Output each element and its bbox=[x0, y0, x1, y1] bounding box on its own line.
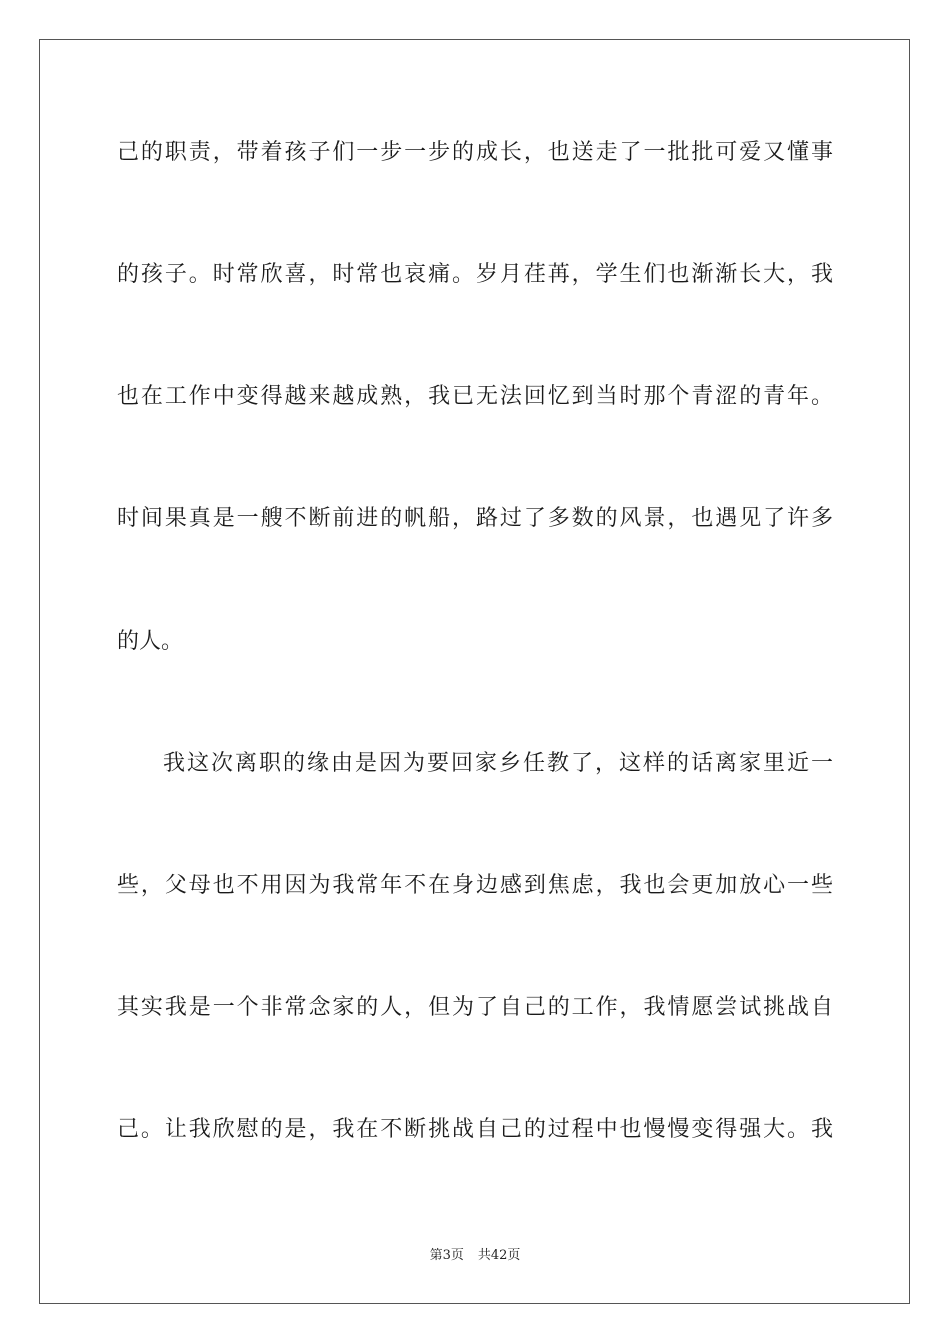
paragraph-line-3: 也在工作中变得越来越成熟，我已无法回忆到当时那个青涩的青年。 bbox=[117, 384, 833, 409]
page-total: 共42页 bbox=[477, 1248, 521, 1263]
paragraph-line-9: 己。让我欣慰的是，我在不断挑战自己的过程中也慢慢变得强大。我 bbox=[117, 1117, 833, 1142]
paragraph-line-1: 己的职责，带着孩子们一步一步的成长，也送走了一批批可爱又懂事 bbox=[117, 140, 833, 165]
paragraph-line-8: 其实我是一个非常念家的人，但为了自己的工作，我情愿尝试挑战自 bbox=[117, 995, 833, 1020]
paragraph-line-7: 些，父母也不用因为我常年不在身边感到焦虑，我也会更加放心一些 bbox=[117, 873, 833, 898]
page-footer bbox=[0, 1247, 950, 1265]
paragraph-line-6: 我这次离职的缘由是因为要回家乡任教了，这样的话离家里近一 bbox=[163, 751, 833, 776]
paragraph-line-5: 的人。 bbox=[117, 629, 184, 654]
paragraph-line-2: 的孩子。时常欣喜，时常也哀痛。岁月荏苒，学生们也渐渐长大，我 bbox=[117, 262, 833, 287]
page-number: 第3页 bbox=[429, 1248, 464, 1263]
paragraph-line-4: 时间果真是一艘不断前进的帆船，路过了多数的风景，也遇见了许多 bbox=[117, 506, 833, 531]
